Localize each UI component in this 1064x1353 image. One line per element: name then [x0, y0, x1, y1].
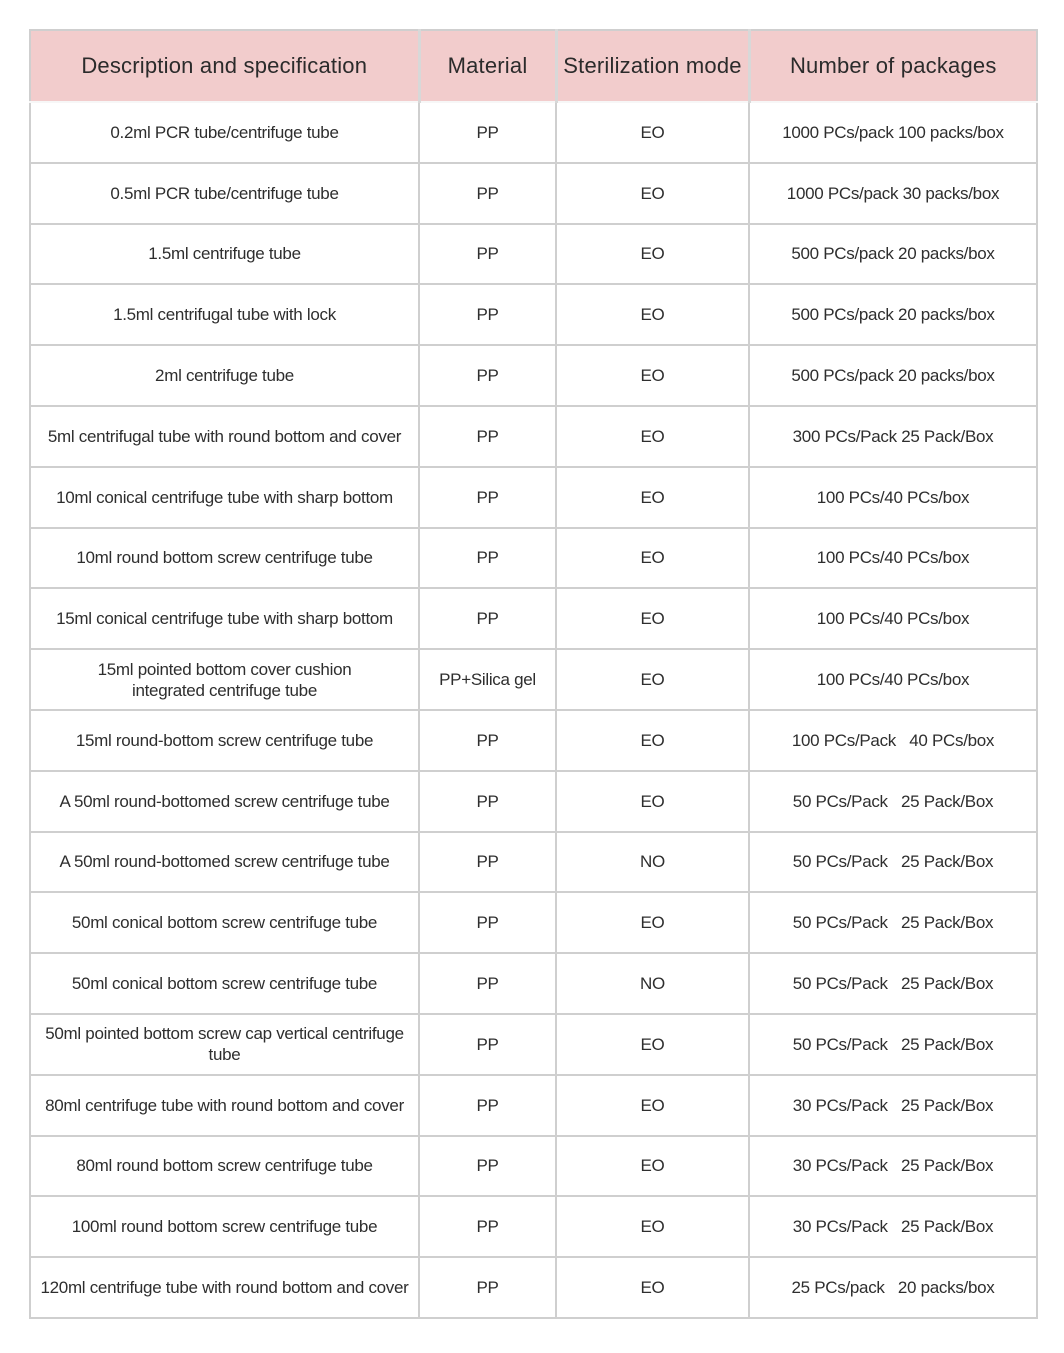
table-row — [30, 953, 1037, 1014]
cell-packages: 500 PCs/pack 20 packs/box — [749, 345, 1037, 406]
cell-material: PP — [419, 102, 556, 163]
cell-packages: 100 PCs/40 PCs/box — [749, 467, 1037, 528]
cell-sterilization: NO — [556, 832, 749, 893]
cell-packages: 30 PCs/Pack 25 Pack/Box — [749, 1075, 1037, 1136]
cell-packages: 500 PCs/pack 20 packs/box — [749, 224, 1037, 285]
cell-packages: 50 PCs/Pack 25 Pack/Box — [749, 832, 1037, 893]
cell-packages: 100 PCs/40 PCs/box — [749, 649, 1037, 710]
cell-packages: 50 PCs/Pack 25 Pack/Box — [749, 771, 1037, 832]
table-header — [30, 30, 1037, 102]
cell-description: A 50ml round-bottomed screw centrifuge tube — [30, 771, 419, 832]
cell-material: PP+Silica gel — [419, 649, 556, 710]
cell-description: 15ml conical centrifuge tube with sharp bottom — [30, 588, 419, 649]
cell-packages: 1000 PCs/pack 30 packs/box — [749, 163, 1037, 224]
table-row — [30, 1196, 1037, 1257]
cell-material: PP — [419, 832, 556, 893]
cell-sterilization: EO — [556, 406, 749, 467]
table-row — [30, 284, 1037, 345]
cell-packages: 500 PCs/pack 20 packs/box — [749, 284, 1037, 345]
table-row — [30, 588, 1037, 649]
cell-packages: 25 PCs/pack 20 packs/box — [749, 1257, 1037, 1318]
cell-sterilization: EO — [556, 771, 749, 832]
table-body — [30, 102, 1037, 1318]
cell-packages: 100 PCs/40 PCs/box — [749, 588, 1037, 649]
cell-packages: 50 PCs/Pack 25 Pack/Box — [749, 1014, 1037, 1075]
cell-sterilization: EO — [556, 1075, 749, 1136]
cell-sterilization: EO — [556, 102, 749, 163]
cell-material: PP — [419, 406, 556, 467]
cell-sterilization: EO — [556, 528, 749, 589]
cell-description: 0.2ml PCR tube/centrifuge tube — [30, 102, 419, 163]
cell-sterilization: NO — [556, 953, 749, 1014]
table-row — [30, 649, 1037, 710]
table-row — [30, 1136, 1037, 1197]
cell-description: 10ml conical centrifuge tube with sharp bottom — [30, 467, 419, 528]
cell-material: PP — [419, 1257, 556, 1318]
cell-description: 80ml centrifuge tube with round bottom and cover — [30, 1075, 419, 1136]
table-row — [30, 528, 1037, 589]
cell-material: PP — [419, 588, 556, 649]
cell-packages: 30 PCs/Pack 25 Pack/Box — [749, 1136, 1037, 1197]
cell-description: 0.5ml PCR tube/centrifuge tube — [30, 163, 419, 224]
cell-description: 50ml conical bottom screw centrifuge tube — [30, 892, 419, 953]
table-row — [30, 102, 1037, 163]
table-row — [30, 1257, 1037, 1318]
cell-description: 1.5ml centrifugal tube with lock — [30, 284, 419, 345]
table-row — [30, 1075, 1037, 1136]
cell-description: 15ml round-bottom screw centrifuge tube — [30, 710, 419, 771]
header-sterilization-mode: Sterilization mode — [556, 30, 749, 102]
cell-material: PP — [419, 1196, 556, 1257]
cell-material: PP — [419, 467, 556, 528]
table-row — [30, 467, 1037, 528]
cell-description: 15ml pointed bottom cover cushion integrated centrifuge tube — [30, 649, 419, 710]
cell-sterilization: EO — [556, 284, 749, 345]
header-description: Description and specification — [30, 30, 419, 102]
cell-description: 10ml round bottom screw centrifuge tube — [30, 528, 419, 589]
cell-material: PP — [419, 710, 556, 771]
header-row — [30, 30, 1037, 102]
cell-sterilization: EO — [556, 224, 749, 285]
cell-sterilization: EO — [556, 1196, 749, 1257]
cell-description: 120ml centrifuge tube with round bottom and cover — [30, 1257, 419, 1318]
table-row — [30, 771, 1037, 832]
cell-material: PP — [419, 345, 556, 406]
table-row — [30, 406, 1037, 467]
table-row — [30, 163, 1037, 224]
header-material: Material — [419, 30, 556, 102]
table-row — [30, 345, 1037, 406]
cell-sterilization: EO — [556, 588, 749, 649]
cell-material: PP — [419, 284, 556, 345]
cell-sterilization: EO — [556, 467, 749, 528]
cell-description: 2ml centrifuge tube — [30, 345, 419, 406]
cell-sterilization: EO — [556, 1257, 749, 1318]
cell-material: PP — [419, 224, 556, 285]
header-number-of-packages: Number of packages — [749, 30, 1037, 102]
cell-material: PP — [419, 892, 556, 953]
cell-packages: 300 PCs/Pack 25 Pack/Box — [749, 406, 1037, 467]
cell-packages: 30 PCs/Pack 25 Pack/Box — [749, 1196, 1037, 1257]
cell-material: PP — [419, 1075, 556, 1136]
table-row — [30, 224, 1037, 285]
table-row — [30, 892, 1037, 953]
cell-sterilization: EO — [556, 892, 749, 953]
cell-material: PP — [419, 953, 556, 1014]
table-row — [30, 1014, 1037, 1075]
cell-packages: 50 PCs/Pack 25 Pack/Box — [749, 953, 1037, 1014]
cell-sterilization: EO — [556, 649, 749, 710]
cell-description: 5ml centrifugal tube with round bottom and cover — [30, 406, 419, 467]
cell-description: 1.5ml centrifuge tube — [30, 224, 419, 285]
table-row — [30, 710, 1037, 771]
cell-packages: 50 PCs/Pack 25 Pack/Box — [749, 892, 1037, 953]
cell-description: 50ml conical bottom screw centrifuge tube — [30, 953, 419, 1014]
cell-material: PP — [419, 528, 556, 589]
cell-sterilization: EO — [556, 1014, 749, 1075]
cell-description: 50ml pointed bottom screw cap vertical centrifuge tube — [30, 1014, 419, 1075]
cell-packages: 1000 PCs/pack 100 packs/box — [749, 102, 1037, 163]
cell-sterilization: EO — [556, 345, 749, 406]
cell-material: PP — [419, 1014, 556, 1075]
cell-material: PP — [419, 163, 556, 224]
table-row — [30, 832, 1037, 893]
cell-material: PP — [419, 1136, 556, 1197]
cell-sterilization: EO — [556, 1136, 749, 1197]
cell-description: 100ml round bottom screw centrifuge tube — [30, 1196, 419, 1257]
cell-sterilization: EO — [556, 163, 749, 224]
cell-description: 80ml round bottom screw centrifuge tube — [30, 1136, 419, 1197]
cell-packages: 100 PCs/40 PCs/box — [749, 528, 1037, 589]
product-spec-table — [29, 29, 1038, 1319]
cell-material: PP — [419, 771, 556, 832]
cell-packages: 100 PCs/Pack 40 PCs/box — [749, 710, 1037, 771]
cell-description: A 50ml round-bottomed screw centrifuge tube — [30, 832, 419, 893]
cell-sterilization: EO — [556, 710, 749, 771]
